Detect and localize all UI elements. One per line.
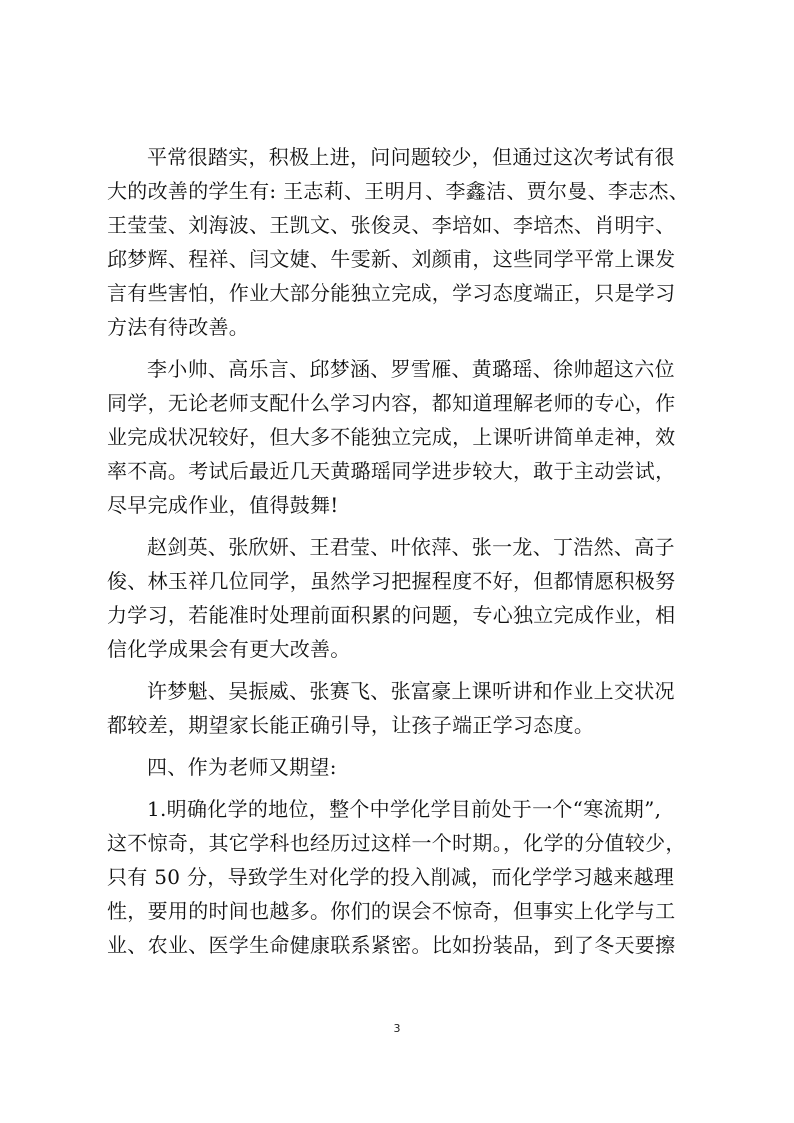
paragraph-line: 言有些害怕，作业大部分能独立完成，学习态度端正，只是学习 [107, 281, 676, 305]
paragraph-line: 信化学成果会有更大改善。 [107, 637, 351, 661]
paragraph-line: 邱梦辉、程祥、闫文婕、牛雯新、刘颜甫，这些同学平常上课发 [107, 247, 676, 271]
paragraph-line: 平常很踏实，积极上进，问问题较少，但通过这次考试有很 [147, 145, 675, 169]
paragraph-line: 只有 50 分，导致学生对化学的投入削减，而化学学习越来越理 [107, 865, 675, 889]
paragraph-line: 力学习，若能准时处理前面积累的问题，专心独立完成作业，相 [107, 603, 676, 627]
paragraph-line: 率不高。考试后最近几天黄璐瑶同学进步较大，敢于主动尝试， [107, 459, 676, 483]
paragraph-line: 都较差，期望家长能正确引导，让孩子端正学习态度。 [107, 713, 595, 737]
section-heading: 四、作为老师又期望: [147, 755, 337, 779]
paragraph-line: 尽早完成作业，值得鼓舞! [107, 493, 339, 517]
page-number: 3 [393, 1022, 401, 1035]
paragraph-line: 李小帅、高乐言、邱梦涵、罗雪雁、黄璐瑶、徐帅超这六位 [147, 357, 675, 381]
paragraph-line: 方法有待改善。 [107, 315, 250, 339]
paragraph-line: 王莹莹、刘海波、王凯文、张俊灵、李培如、李培杰、肖明宇、 [107, 213, 676, 237]
paragraph-line: 这不惊奇，其它学科也经历过这样一个时期。，化学的分值较少， [107, 831, 686, 855]
paragraph-line: 大的改善的学生有: 王志莉、王明月、李鑫洁、贾尔曼、李志杰、 [107, 179, 690, 203]
paragraph-line: 同学，无论老师支配什么学习内容，都知道理解老师的专心，作 [107, 391, 676, 415]
paragraph-line: 业完成状况较好，但大多不能独立完成，上课听讲简单走神，效 [107, 425, 676, 449]
paragraph-line: 性，要用的时间也越多。你们的误会不惊奇，但事实上化学与工 [107, 899, 676, 923]
paragraph-line: 赵剑英、张欣妍、王君莹、叶依萍、张一龙、丁浩然、高子 [147, 535, 675, 559]
paragraph-line: 业、农业、医学生命健康联系紧密。比如扮装品，到了冬天要擦 [107, 933, 676, 957]
paragraph-line: 许梦魁、吴振威、张赛飞、张富豪上课听讲和作业上交状况 [147, 679, 675, 703]
paragraph-line: 1.明确化学的地位，整个中学化学目前处于一个“寒流期”, [147, 797, 662, 821]
paragraph-line: 俊、林玉祥几位同学，虽然学习把握程度不好，但都情愿积极努 [107, 569, 676, 593]
